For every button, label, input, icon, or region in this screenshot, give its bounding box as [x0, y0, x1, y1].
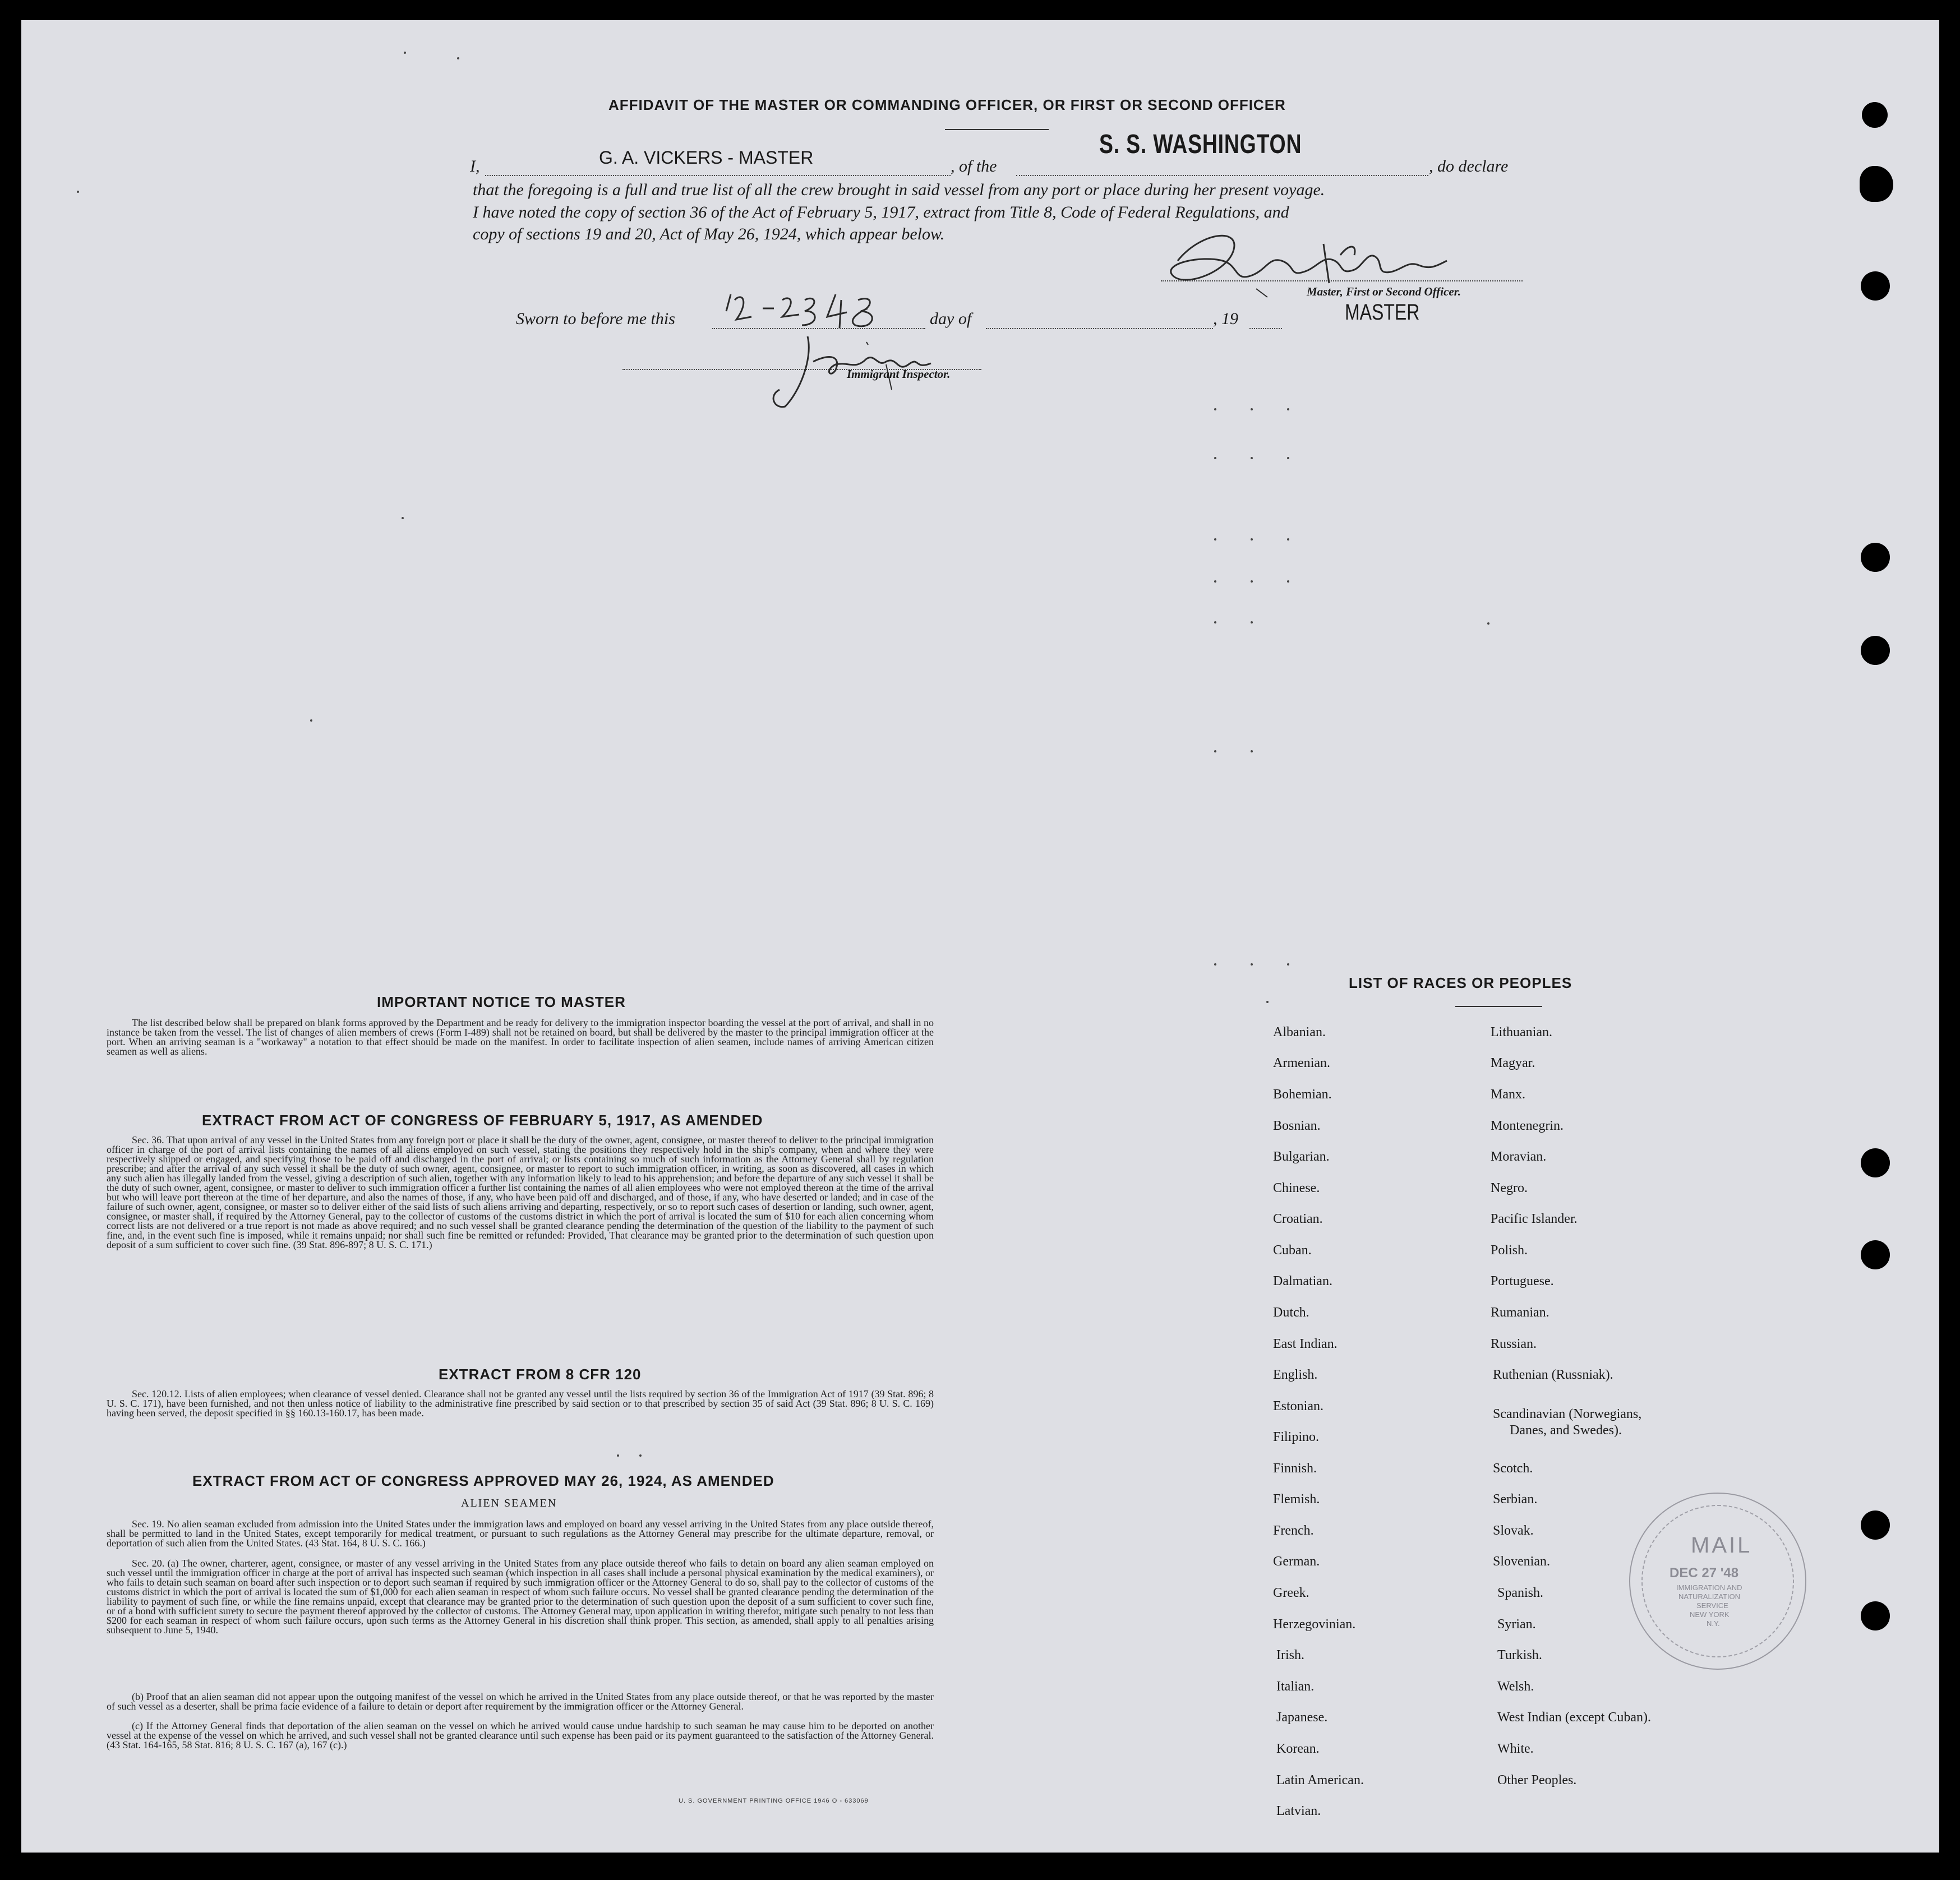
sec-20a-text: Sec. 20. (a) The owner, charterer, agent, consignee, or master of any vessel arriving in the United States from any place outside thereof who fails to detain on board any alien seaman employed on such vessel until the immigration officer in charge at the port of arrival has inspected such seaman (which inspection in all cases shall include a personal physical examination by the medical examiners), or who fails to detain such seaman on board after such inspection or to deport such seaman if required by such immigration officer or the Attorney General to do so, shall pay to the collector of customs of the customs district in which the port of arrival is located the sum of $1,000 for each alien seaman in respect of whom such failure occurs. No vessel shall be granted clearance pending the determination of the liability to payment of such fine, or while the fine remains unpaid, except that clearance may be granted prior to the determination of such question upon the deposit of a sum sufficient to cover such fine, or of a bond with sufficient surety to secure the payment thereof approved by the collector of customs. The Attorney General may, upon application in writing therefor, mitigate such penalty to not less than $200 for each seaman in respect of whom such failure occurs, upon such terms as the Attorney General in his discretion shall think proper. This section, as amended, shall apply to all penalties arising subsequent to June 5, 1940. — [107, 1558, 934, 1636]
punch-hole-1 — [1862, 102, 1888, 128]
race-item: Danes, and Swedes). — [1510, 1423, 1622, 1438]
race-item: Welsh. — [1497, 1679, 1534, 1694]
year-prefix: , 19 — [1213, 310, 1238, 328]
extract-1917-text: Sec. 36. That upon arrival of any vessel in the United States from any foreign port or place it shall be the duty of the owner, agent, consignee, or master thereof to deliver to the principal immigration officer in charge of the port of arrival lists containing the names of all aliens employed on such vessel, stating the positions they respectively hold in the ship's company, when and where they were respectively shipped or engaged, and specifying those to be paid off and discharged in the port of arrival; or lists containing so much of such information as the Attorney General shall by regulation prescribe; and after the arrival of any such vessel it shall be the duty of such owner, agent, consignee, or master to report to such immigration officer, in writing, as soon as discovered, all cases in which any such alien has illegally landed from the vessel, giving a description of such alien, together with any information likely to lead to his apprehension; and before the departure of any such vessel it shall be the duty of such owner, agent, consignee, or master to deliver to such immigration officer a further list containing the names of all alien employees who were not employed thereon at the time of the arrival but who will leave port thereon at the time of her departure, and also the names of those, if any, who have been paid off and discharged, and of those, if any, who have deserted or landed; and in case of the failure of such owner, agent, consignee, or master so to deliver either of the said lists of such aliens arriving and departing, respectively, or so to report such cases of desertion or landing, such owner, agent, consignee, or master shall, if required by the Attorney General, pay to the collector of customs of the customs district in which the port of arrival is located the sum of $10 for each alien concerning whom correct lists are not delivered or a true report is not made as above required; and no such vessel shall be granted clearance pending the determination of the question of the liability to the payment of such fine, and, in the event such fine is imposed, while it remains unpaid; nor shall such fine be remitted or refunded: Provided, That clearance may be granted prior to the determination of such question upon deposit of a sum sufficient to cover such fine. (39 Stat. 896-897; 8 U. S. C. 171.) — [107, 1134, 934, 1250]
punch-hole-7 — [1861, 1240, 1890, 1269]
race-item: German. — [1273, 1554, 1320, 1569]
i-label: I, — [470, 157, 480, 175]
affidavit-line-3: I have noted the copy of section 36 of the Act of February 5, 1917, extract from Title 8, Code of Federal Regulations, and — [473, 203, 1289, 221]
race-item: French. — [1273, 1523, 1314, 1538]
punch-hole-6 — [1861, 1148, 1890, 1177]
race-item: Rumanian. — [1491, 1305, 1549, 1320]
officer-caption: Master, First or Second Officer. — [1307, 285, 1461, 298]
race-item: Armenian. — [1273, 1056, 1330, 1070]
race-item: Japanese. — [1276, 1710, 1328, 1725]
stamp-line-7: N.Y. — [1707, 1619, 1720, 1628]
affidavit-line-4: copy of sections 19 and 20, Act of May 26, 1924, which appear below. — [473, 225, 945, 243]
sec-20b-text: (b) Proof that an alien seaman did not appear upon the outgoing manifest of the vessel on which he arrived in the United States from any place outside thereof, or that he was reported by the master of such vessel as a deserter, shall be prima facie evidence of a failure to detain or deport after requirement by the immigration officer or the Attorney General. — [107, 1691, 934, 1712]
race-item: Montenegrin. — [1491, 1119, 1564, 1133]
race-item: Italian. — [1276, 1679, 1315, 1694]
race-item: Moravian. — [1491, 1149, 1547, 1164]
title-rule — [945, 129, 1049, 130]
race-item: Pacific Islander. — [1491, 1212, 1578, 1226]
race-item: Korean. — [1276, 1742, 1320, 1756]
extract-8cfr-heading: EXTRACT FROM 8 CFR 120 — [439, 1366, 642, 1383]
race-item: Greek. — [1273, 1586, 1309, 1600]
race-item: Cuban. — [1273, 1243, 1312, 1258]
race-item: Irish. — [1276, 1648, 1304, 1662]
race-item: East Indian. — [1273, 1337, 1338, 1351]
race-item: Serbian. — [1493, 1492, 1538, 1507]
race-item: Magyar. — [1491, 1056, 1535, 1070]
race-item: Slovenian. — [1493, 1554, 1550, 1569]
stamp-line-6: NEW YORK — [1690, 1610, 1730, 1619]
affidavit-title: AFFIDAVIT OF THE MASTER OR COMMANDING OFFICER, OR FIRST OR SECOND OFFICER — [608, 96, 1286, 113]
race-item: Flemish. — [1273, 1492, 1320, 1507]
race-item: Polish. — [1491, 1243, 1528, 1258]
race-item: English. — [1273, 1368, 1318, 1382]
officer-name: G. A. VICKERS - MASTER — [599, 147, 814, 168]
races-rule — [1455, 1006, 1542, 1007]
of-the-label: , of the — [951, 157, 997, 175]
day-of-label: day of — [930, 310, 972, 328]
punch-hole-2 — [1860, 166, 1893, 202]
race-item: Dalmatian. — [1273, 1274, 1332, 1288]
punch-hole-9 — [1861, 1601, 1890, 1630]
race-item: Lithuanian. — [1491, 1025, 1552, 1040]
affidavit-line-2: that the foregoing is a full and true list of all the crew brought in said vessel from any port or place during her present voyage. — [473, 181, 1325, 199]
do-declare-label: , do declare — [1429, 157, 1509, 175]
race-item: Bohemian. — [1273, 1087, 1332, 1102]
alien-seamen-subheading: ALIEN SEAMEN — [461, 1497, 557, 1509]
race-item: West Indian (except Cuban). — [1497, 1710, 1651, 1725]
race-item: Syrian. — [1497, 1617, 1536, 1632]
sec-20c-text: (c) If the Attorney General finds that deportation of the alien seaman on the vessel on which he arrived would cause undue hardship to such seaman he may cause him to be deported on another vessel at the expense of the vessel on which he arrived, and such vessel shall not be granted clearance until such expense has been paid or its payment guaranteed to the satisfaction of the Attorney General. (43 Stat. 164-165, 58 Stat. 816; 8 U. S. C. 167 (a), 167 (c).) — [107, 1720, 934, 1750]
race-item: Dutch. — [1273, 1305, 1309, 1320]
race-item: Negro. — [1491, 1181, 1528, 1195]
extract-1917-heading: EXTRACT FROM ACT OF CONGRESS OF FEBRUARY 5, 1917, AS AMENDED — [202, 1112, 763, 1129]
printer-footer: U. S. GOVERNMENT PRINTING OFFICE 1946 O - 633069 — [679, 1798, 869, 1804]
vessel-name: S. S. WASHINGTON — [1099, 130, 1302, 159]
extract-1924-heading: EXTRACT FROM ACT OF CONGRESS APPROVED MAY 26, 1924, AS AMENDED — [192, 1472, 774, 1489]
year-field — [1249, 306, 1282, 329]
punch-hole-3 — [1861, 271, 1890, 301]
notice-heading: IMPORTANT NOTICE TO MASTER — [377, 994, 626, 1010]
stamp-mail-text: MAIL — [1691, 1533, 1753, 1558]
race-item: Latin American. — [1276, 1773, 1364, 1787]
punch-hole-5 — [1861, 636, 1890, 665]
race-item: Russian. — [1491, 1337, 1537, 1351]
sworn-date-handwriting — [721, 278, 889, 334]
race-item: Estonian. — [1273, 1399, 1323, 1414]
notice-text: The list described below shall be prepared on blank forms approved by the Department and be ready for delivery to the immigration inspector boarding the vessel at the port of arrival, and shall in no instance be taken from the vessel. The list of changes of alien members of crews (Form I-489) shall not be retained on board, but shall be delivered by the master to the principal immigration officer at the port. When an arriving seaman is a "workaway" a notation to that effect should be made on the manifest. In order to facilitate inspection of alien seamen, include names of arriving American citizen seamen as well as aliens. — [107, 1017, 934, 1057]
race-item: Chinese. — [1273, 1181, 1320, 1195]
stamp-line-3: IMMIGRATION AND — [1676, 1583, 1742, 1592]
race-item: Albanian. — [1273, 1025, 1326, 1040]
race-item: Bulgarian. — [1273, 1149, 1330, 1164]
punch-hole-4 — [1861, 543, 1890, 572]
master-typed: MASTER — [1345, 300, 1420, 325]
race-item: Other Peoples. — [1497, 1773, 1577, 1787]
race-item: Filipino. — [1273, 1430, 1320, 1444]
race-item: Scotch. — [1493, 1461, 1533, 1476]
race-item: Spanish. — [1497, 1586, 1544, 1600]
race-item: Croatian. — [1273, 1212, 1323, 1226]
inspector-caption: Immigrant Inspector. — [847, 367, 951, 381]
sec-19-text: Sec. 19. No alien seaman excluded from admission into the United States under the immigration laws and employed on board any vessel arriving in the United States from any place outside thereof, shall be permitted to land in the United States, except temporarily for medical treatment, or pursuant to such regulations as the Attorney General may prescribe for the ultimate departure, removal, or deportation of such alien from the United States. (43 Stat. 164, 8 U. S. C. 166.) — [107, 1518, 934, 1549]
stamp-line-5: SERVICE — [1696, 1601, 1728, 1610]
race-item: Portuguese. — [1491, 1274, 1554, 1288]
race-item: Turkish. — [1497, 1648, 1542, 1662]
race-item: Bosnian. — [1273, 1119, 1321, 1133]
race-item: Herzegovinian. — [1273, 1617, 1356, 1632]
extract-8cfr-text: Sec. 120.12. Lists of alien employees; when clearance of vessel denied. Clearance shall not be granted any vessel until the lists required by section 36 of the Immigration Act of 1917 (39 Stat. 896; 8 U. S. C. 171), have been furnished, and not then unless notice of liability to the administrative fine prescribed by said section or to that prescribed by section 35 of said Act (39 Stat. 896; 8 U. S. C. 169) having been served, the deposit specified in §§ 160.13-160.17, has been made. — [107, 1388, 934, 1419]
race-item: Ruthenian (Russniak). — [1493, 1368, 1613, 1382]
mail-postmark-stamp — [1629, 1493, 1806, 1670]
race-item: White. — [1497, 1742, 1534, 1756]
punch-hole-8 — [1861, 1511, 1890, 1540]
races-heading: LIST OF RACES OR PEOPLES — [1349, 974, 1572, 991]
race-item: Latvian. — [1276, 1804, 1321, 1818]
stamp-line-4: NATURALIZATION — [1678, 1592, 1741, 1601]
stamp-date-text: DEC 27 '48 — [1670, 1565, 1739, 1581]
race-item: Finnish. — [1273, 1461, 1317, 1476]
race-item: Scandinavian (Norwegians, — [1493, 1407, 1642, 1421]
sworn-label: Sworn to before me this — [516, 310, 675, 328]
month-field — [986, 306, 1213, 329]
race-item: Slovak. — [1493, 1523, 1534, 1538]
race-item: Manx. — [1491, 1087, 1525, 1102]
